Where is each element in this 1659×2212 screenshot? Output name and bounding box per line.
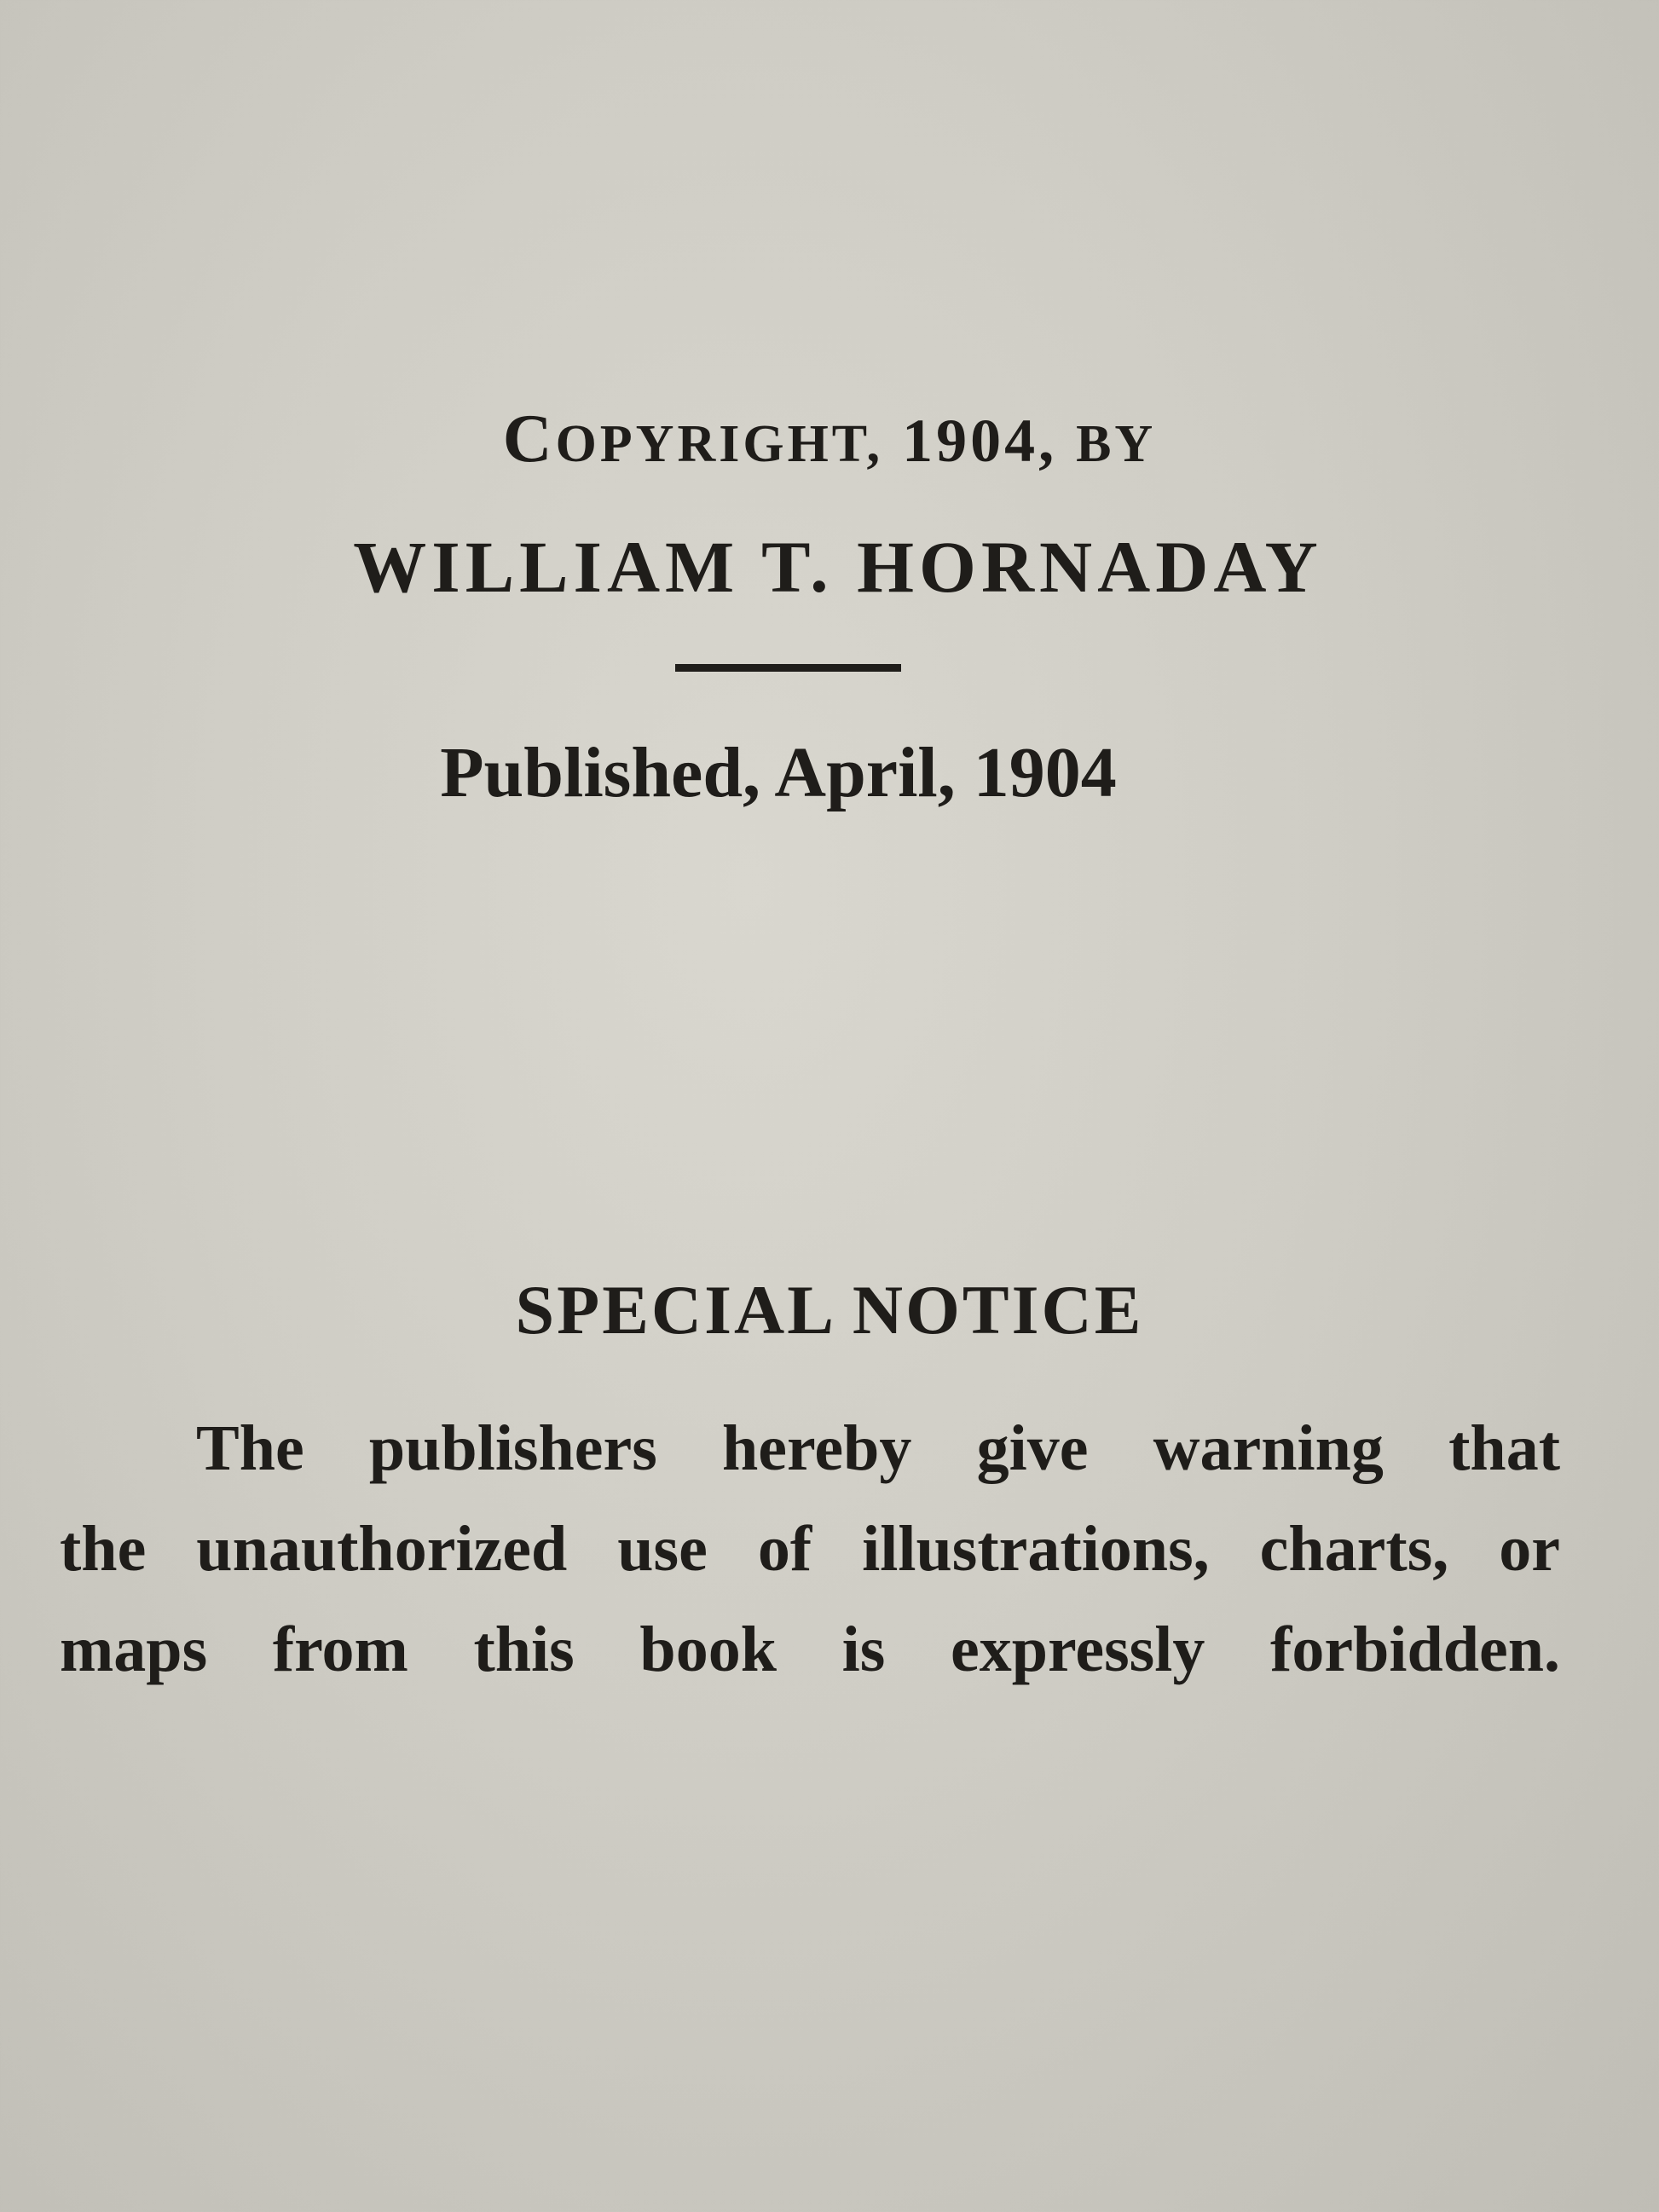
notice-line: maps from this book is expressly forbidden.: [60, 1614, 1560, 1685]
notice-line: The publishers hereby give warning that: [196, 1412, 1560, 1484]
copyright-by: BY: [1076, 415, 1157, 473]
notice-paragraph: [60, 1398, 1560, 1700]
notice-heading: SPECIAL NOTICE: [515, 1271, 1144, 1349]
copyright-initial: C: [502, 401, 556, 476]
copyright-line: [0, 401, 1659, 478]
published-date: Published, April, 1904: [440, 733, 1117, 812]
copyright-year: 1904,: [902, 407, 1058, 475]
divider-rule: [675, 664, 901, 672]
copyright-word: OPYRIGHT,: [555, 415, 884, 473]
author-name: WILLIAM T. HORNADAY: [353, 526, 1323, 608]
notice-line: the unauthorized use of illustrations, charts, or: [60, 1513, 1560, 1585]
